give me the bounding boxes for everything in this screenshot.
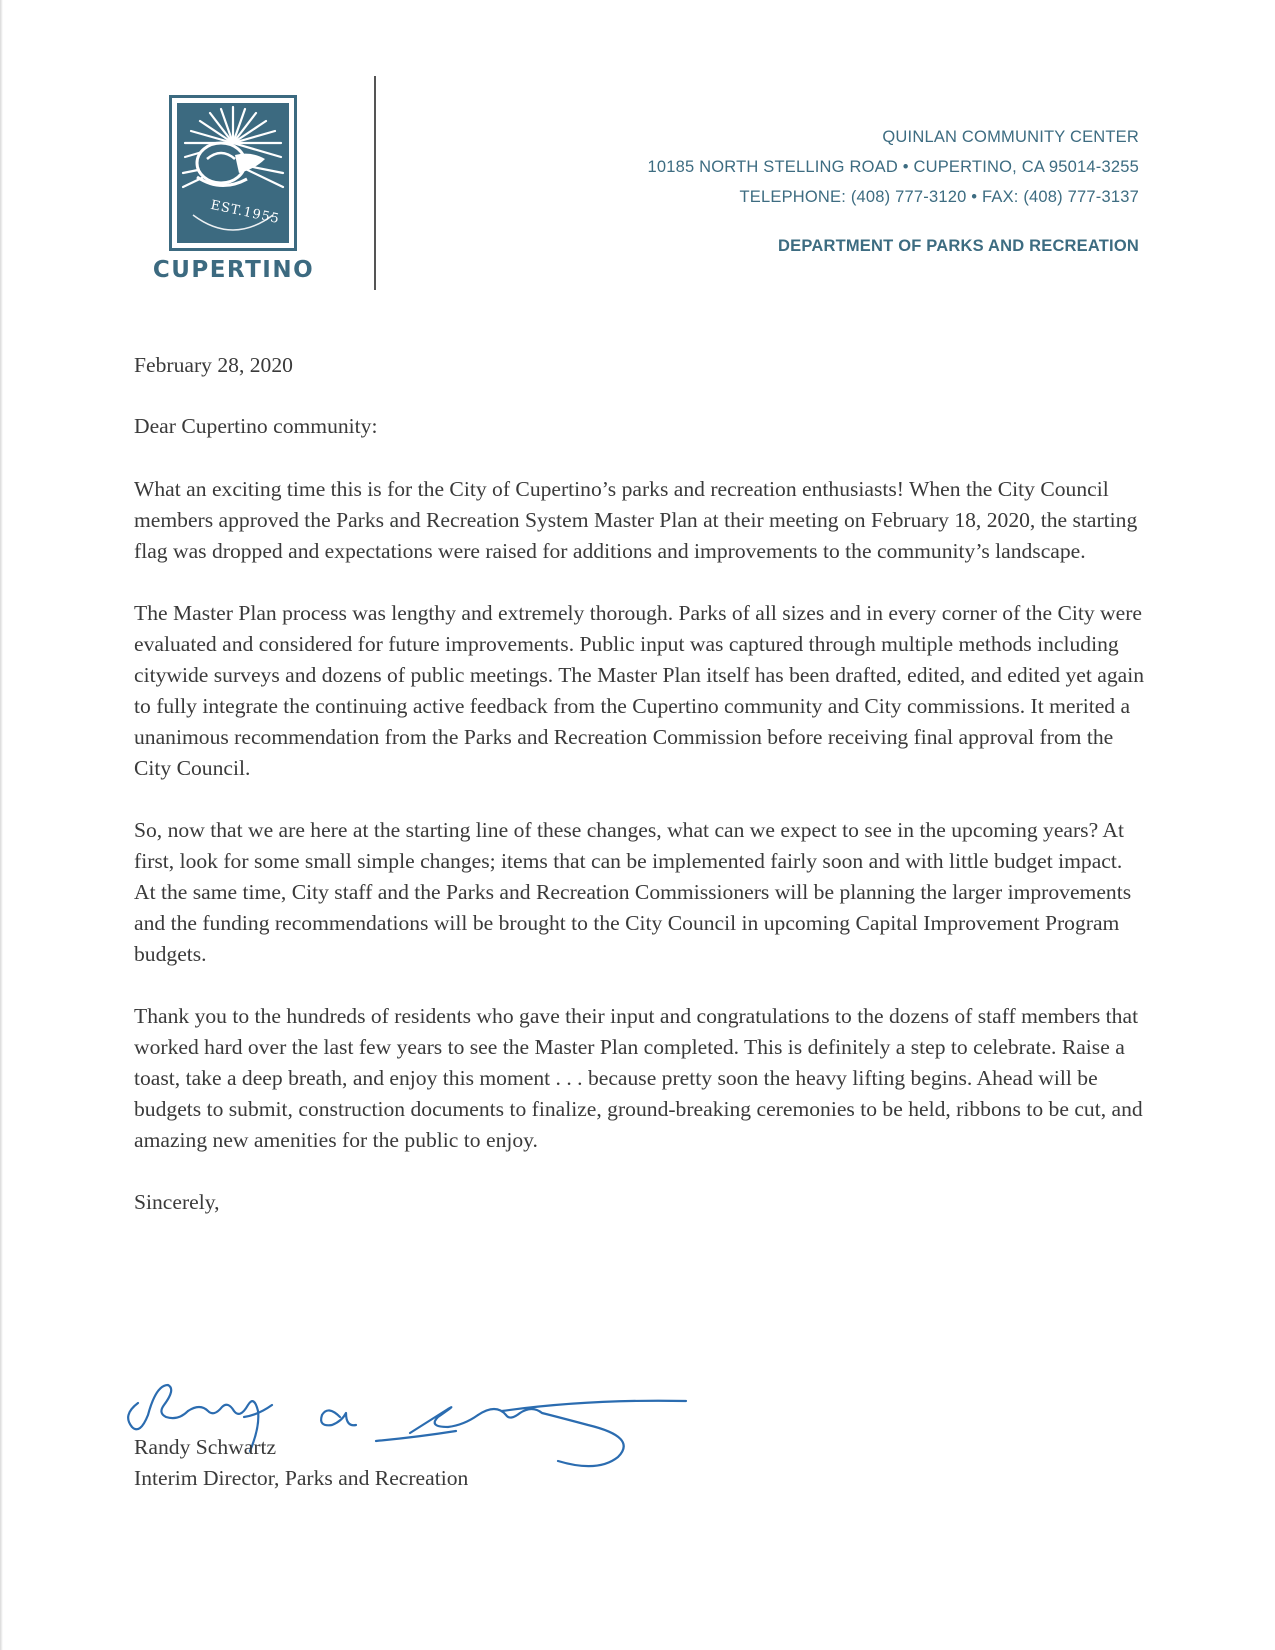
signer-title: Interim Director, Parks and Recreation <box>134 1466 469 1490</box>
paragraph: Thank you to the hundreds of residents who gave their input and congratulations to the dozens of staff members that worked hard over the last few years to see the Master Plan completed. This is definitely a step to celebrate. Raise a toast, take a deep breath, and enjoy this moment . . . because pretty soon the heavy lifting begins. Ahead will be budgets to submit, construction documents to finalize, ground-breaking ceremonies to be held, ribbons to be cut, and amazing new amenities for the public to enjoy. <box>134 1004 1143 1152</box>
paragraph: What an exciting time this is for the City of Cupertino’s parks and recreation enthusiasts! When the City Council members approved the Parks and Recreation System Master Plan at their meeting on February 18, 2020, the starting flag was dropped and expectations were raised for additions and improvements to the community’s landscape. <box>134 477 1138 563</box>
logo-wordmark: CUPERTINO <box>152 257 315 283</box>
logo-est-text: EST.1955 <box>209 197 282 228</box>
address-line: 10185 NORTH STELLING ROAD • CUPERTINO, CA 95014-3255 <box>647 158 1139 176</box>
page-edge <box>0 0 3 1650</box>
letter-body <box>134 350 1144 1218</box>
letter-closing: Sincerely, <box>134 1190 220 1214</box>
logo-seal <box>169 95 297 251</box>
signer-name: Randy Schwartz <box>134 1435 277 1459</box>
address-line: TELEPHONE: (408) 777-3120 • FAX: (408) 777-3137 <box>739 188 1139 206</box>
address-line: QUINLAN COMMUNITY CENTER <box>882 128 1139 146</box>
address-block <box>647 122 1139 212</box>
department-name: DEPARTMENT OF PARKS AND RECREATION <box>778 237 1139 255</box>
paragraph: So, now that we are here at the starting line of these changes, what can we expect to see in the upcoming years? At first, look for some small simple changes; items that can be implemented fairly soon and with little budget impact. At the same time, City staff and the Parks and Recreation Commissioners will be planning the larger improvements and the funding recommendations will be brought to the City Council in upcoming Capital Improvement Program budgets. <box>134 818 1132 966</box>
letter-salutation: Dear Cupertino community: <box>134 414 378 438</box>
letter-date: February 28, 2020 <box>134 353 293 377</box>
paragraph: The Master Plan process was lengthy and extremely thorough. Parks of all sizes and in every corner of the City were evaluated and considered for future improvements. Public input was captured through multiple methods including citywide surveys and dozens of public meetings. The Master Plan itself has been drafted, edited, and edited yet again to fully integrate the continuing active feedback from the Cupertino community and City commissions. It merited a unanimous recommendation from the Parks and Recreation Commission before receiving final approval from the City Council. <box>134 601 1145 780</box>
letterhead-divider <box>374 76 376 290</box>
